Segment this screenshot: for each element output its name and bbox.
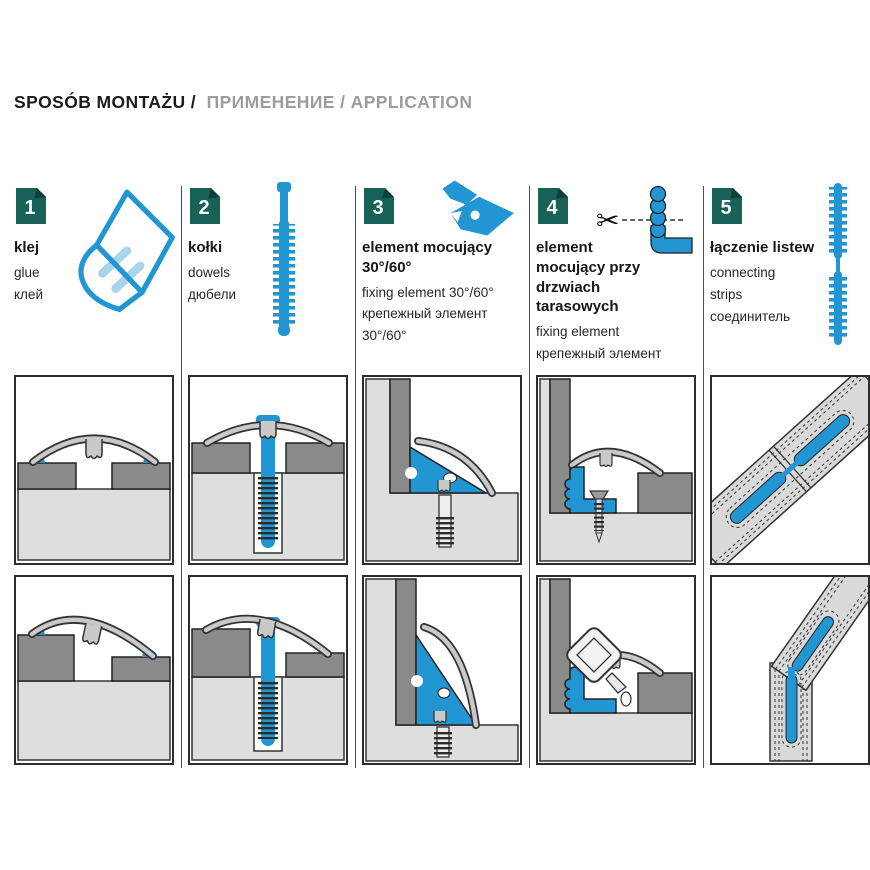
- subtitle: соединитель: [710, 308, 791, 324]
- step-number: 2: [198, 197, 210, 219]
- column-subtitles: [362, 282, 522, 348]
- diagram-dowel-step: [188, 575, 348, 765]
- scissors-glyph: ✂: [596, 204, 620, 237]
- column-title: kołki: [188, 239, 223, 256]
- diagram-fixing-60: [362, 575, 522, 765]
- subtitle: fixing element 30°/60°: [362, 284, 494, 300]
- step-number: 5: [720, 197, 732, 219]
- column-divider: [181, 186, 182, 768]
- step-badge: [536, 186, 570, 226]
- page-title-secondary: ПРИМЕНЕНИЕ / APPLICATION: [206, 92, 473, 112]
- column-subtitles: [536, 321, 696, 365]
- column-connecting-header: [710, 186, 870, 375]
- diagram-fixing-30: [362, 375, 522, 565]
- columns-row: [14, 186, 870, 775]
- column-divider: [529, 186, 530, 768]
- column-terrace-header: [536, 186, 696, 375]
- diagram-terrace-screw: [536, 375, 696, 565]
- subtitle: fixing element: [536, 324, 620, 340]
- step-badge: [188, 186, 222, 226]
- fixing-elements-icon: [420, 178, 522, 240]
- column-dowels: [188, 186, 348, 775]
- subtitle: клей: [14, 286, 43, 302]
- diagram-glue-step: [14, 575, 174, 765]
- diagram-connector-straight: [710, 375, 870, 565]
- column-glue-header: [14, 186, 174, 375]
- subtitle: крепежный элемент 30°/60°: [362, 306, 488, 344]
- connecting-strip-icon: [820, 178, 856, 350]
- column-divider: [355, 186, 356, 768]
- subtitle: connecting: [710, 264, 776, 280]
- diagram-glue-level: [14, 375, 174, 565]
- diagram-terrace-glue: [536, 575, 696, 765]
- dowel-icon: [264, 180, 304, 340]
- column-connecting-strips: [710, 186, 870, 775]
- column-dowels-header: [188, 186, 348, 375]
- step-badge: [14, 186, 48, 226]
- column-terrace-element: [536, 186, 696, 775]
- step-number: 1: [24, 197, 36, 219]
- column-glue: [14, 186, 174, 775]
- column-divider: [703, 186, 704, 768]
- subtitle: glue: [14, 264, 40, 280]
- subtitle: strips: [710, 286, 743, 302]
- glue-applicator-icon: [74, 184, 178, 326]
- column-fixing-element: [362, 186, 522, 775]
- diagram-connector-angled: [710, 575, 870, 765]
- subtitle: крепежный элемент: [536, 346, 662, 362]
- column-title: element mocujący 30°/60°: [362, 239, 493, 276]
- scissors-cut-element-icon: [596, 182, 696, 262]
- column-fixing-header: [362, 186, 522, 375]
- step-number: 3: [372, 197, 384, 219]
- step-number: 4: [546, 197, 558, 219]
- subtitle: dowels: [188, 264, 231, 280]
- page-title-primary: SPOSÓB MONTAŻU /: [14, 92, 197, 112]
- column-title: element mocujący przy drzwiach tarasowych: [536, 239, 641, 316]
- column-title: klej: [14, 239, 40, 256]
- diagram-dowel-level: [188, 375, 348, 565]
- page-title: [14, 92, 472, 113]
- subtitle: дюбели: [188, 286, 237, 302]
- column-title: łączenie listew: [710, 239, 815, 256]
- step-badge: [710, 186, 744, 226]
- step-badge: [362, 186, 396, 226]
